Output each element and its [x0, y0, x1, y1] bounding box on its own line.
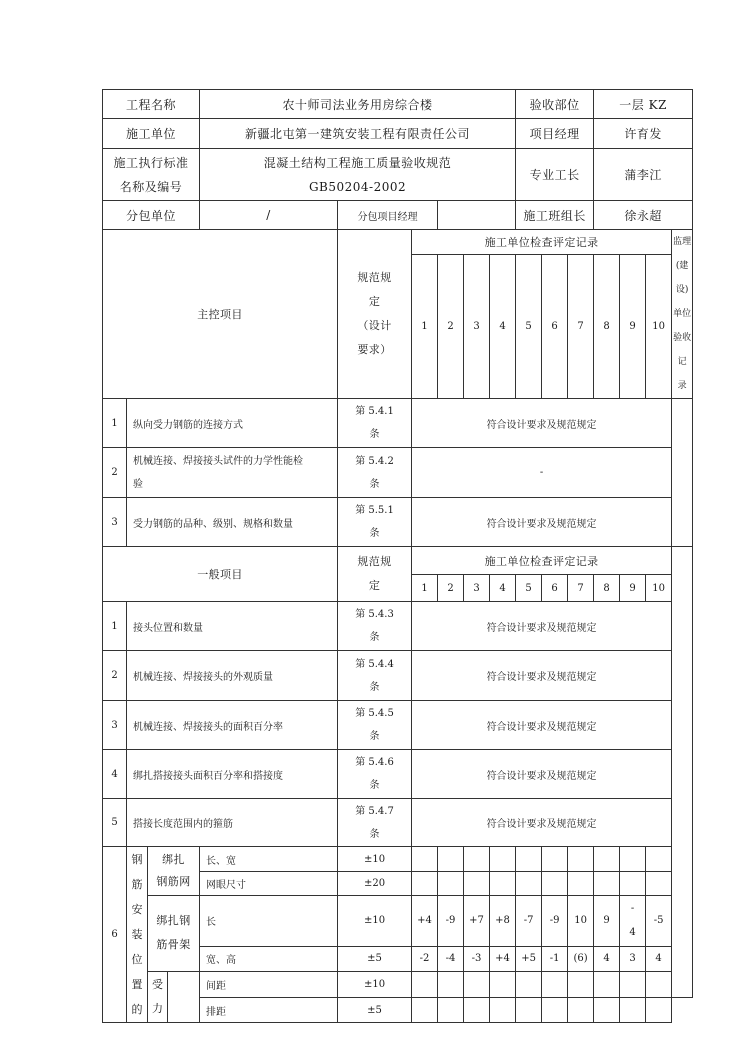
- cell: [542, 847, 568, 872]
- constr-unit: 新疆北屯第一建筑安装工程有限责任公司: [200, 119, 516, 149]
- team-leader-label: 施工班组长: [516, 201, 594, 230]
- frame-len-val-5: -7: [516, 896, 542, 947]
- general-item-1-no: 1: [103, 602, 127, 651]
- general-col-8: 8: [594, 575, 620, 602]
- cell: [542, 998, 568, 1023]
- team-leader: 徐永超: [594, 201, 693, 230]
- cell: [620, 872, 646, 896]
- main-spec-line2: 定: [368, 295, 381, 308]
- main-item-2-name-b: 验: [133, 478, 143, 490]
- frame-wh-val-9: 3: [620, 946, 646, 971]
- frame-len-val-6: -9: [542, 896, 568, 947]
- cell: [594, 998, 620, 1023]
- cell: [620, 847, 646, 872]
- main-title: 主控项目: [103, 230, 338, 399]
- frame-len-tol: ±10: [338, 896, 412, 947]
- accept-part: 一层 KZ: [594, 90, 693, 119]
- frame-len-val-10: -5: [646, 896, 672, 947]
- main-spec-line1: 规范规: [357, 271, 392, 284]
- general-item-3-clause-a: 第 5.4.5: [355, 708, 394, 719]
- cell: [568, 872, 594, 896]
- frame-wh-val-1: -2: [412, 946, 438, 971]
- general-item-5-name: 搭接长度范围内的箍筋: [127, 799, 338, 847]
- general-item-row: [103, 602, 693, 651]
- general-spec-line2: 定: [368, 579, 381, 592]
- row-spacing-tol: ±5: [338, 998, 412, 1023]
- supervisor-general-cell: [672, 547, 693, 998]
- main-spec-line4: 要求）: [357, 343, 392, 356]
- cell: [568, 971, 594, 998]
- general-item-3-no: 3: [103, 701, 127, 750]
- general-item-5-no: 5: [103, 799, 127, 847]
- project-name: 农十师司法业务用房综合楼: [200, 90, 516, 119]
- main-col-2: 2: [438, 255, 464, 399]
- main-col-4: 4: [490, 255, 516, 399]
- header-row-sub: [103, 201, 693, 230]
- frame-wh-val-6: -1: [542, 946, 568, 971]
- rebar-row-spacing: [103, 971, 693, 998]
- rebar-no: 6: [103, 847, 127, 1023]
- main-item-1-result: 符合设计要求及规范规定: [412, 399, 672, 448]
- general-item-3-name: 机械连接、焊接接头的面积百分率: [127, 701, 338, 750]
- cell: [490, 998, 516, 1023]
- frame-wh-val-5: +5: [516, 946, 542, 971]
- general-col-5: 5: [516, 575, 542, 602]
- main-item-row: [103, 448, 693, 498]
- cell: [412, 847, 438, 872]
- main-item-2-clause-b: 条: [369, 478, 380, 490]
- general-item-1-clause-a: 第 5.4.3: [355, 609, 394, 620]
- general-item-4-clause-a: 第 5.4.6: [355, 757, 394, 768]
- pm-label: 项目经理: [516, 119, 594, 149]
- main-item-row: [103, 399, 693, 448]
- inspection-form: [102, 89, 693, 1023]
- main-col-3: 3: [464, 255, 490, 399]
- general-item-4-name: 绑扎搭接接头面积百分率和搭接度: [127, 750, 338, 799]
- cell: [438, 971, 464, 998]
- force-split-cell: [148, 971, 200, 1023]
- general-col-10: 10: [646, 575, 672, 602]
- mesh-label: [148, 847, 200, 896]
- mesh-len-label: 长、宽: [200, 847, 338, 872]
- std-label-line2: 名称及编号: [119, 179, 183, 194]
- header-row-unit: [103, 119, 693, 149]
- header-row-project: [103, 90, 693, 119]
- project-name-label: 工程名称: [103, 90, 200, 119]
- frame-wh-val-7: (6): [568, 946, 594, 971]
- foreman-label: 专业工长: [516, 149, 594, 201]
- main-item-2-name: [127, 448, 338, 498]
- cell: [464, 847, 490, 872]
- cell: [516, 872, 542, 896]
- general-item-4-result: 符合设计要求及规范规定: [412, 750, 672, 799]
- general-item-2-clause-a: 第 5.4.4: [355, 658, 394, 670]
- cell: [438, 872, 464, 896]
- force-label-line1: 受: [152, 977, 163, 991]
- general-item-4-no: 4: [103, 750, 127, 799]
- cell: [542, 971, 568, 998]
- main-col-1: 1: [412, 255, 438, 399]
- main-col-10: 10: [646, 255, 672, 399]
- spacing-label: 间距: [200, 971, 338, 998]
- cell: [412, 971, 438, 998]
- main-item-3-name: 受力钢筋的品种、级别、规格和数量: [127, 498, 338, 547]
- frame-len-val-4: +8: [490, 896, 516, 947]
- main-item-2-clause-a: 第 5.4.2: [355, 455, 394, 467]
- main-item-3-result: 符合设计要求及规范规定: [412, 498, 672, 547]
- main-item-3-no: 3: [103, 498, 127, 547]
- frame-len-val-9b: 4: [629, 926, 636, 938]
- cell: [646, 971, 672, 998]
- row-spacing-label: 排距: [200, 998, 338, 1023]
- accept-part-label: 验收部位: [516, 90, 594, 119]
- main-item-2-clause: [338, 448, 412, 498]
- frame-wh-val-8: 4: [594, 946, 620, 971]
- frame-wh-val-4: +4: [490, 946, 516, 971]
- general-item-4-clause: [338, 750, 412, 799]
- main-header-row: [103, 230, 693, 255]
- cell: [646, 847, 672, 872]
- frame-wh-label: 宽、高: [200, 946, 338, 971]
- sub-pm-label: 分包项目经理: [338, 201, 438, 230]
- std-label: [103, 149, 200, 201]
- rebar-row-frame-len-a: [103, 896, 693, 922]
- general-col-7: 7: [568, 575, 594, 602]
- std-name: 混凝土结构工程施工质量验收规范: [263, 155, 452, 170]
- main-item-2-result: -: [412, 448, 672, 498]
- cell: [568, 998, 594, 1023]
- sub-unit-label: 分包单位: [103, 201, 200, 230]
- supervisor-line3: 录: [677, 381, 687, 391]
- cell: [438, 847, 464, 872]
- frame-len-val-9: [620, 896, 646, 947]
- main-item-3-clause: [338, 498, 412, 547]
- spacing-tol: ±10: [338, 971, 412, 998]
- frame-len-val-3: +7: [464, 896, 490, 947]
- supervisor-header: [672, 230, 693, 399]
- main-item-3-clause-a: 第 5.5.1: [355, 505, 394, 516]
- general-item-1-name: 接头位置和数量: [127, 602, 338, 651]
- force-blank: [168, 972, 200, 1022]
- force-label-line2: 力: [152, 1001, 163, 1015]
- cell: [464, 971, 490, 998]
- general-item-3-clause: [338, 701, 412, 750]
- general-item-row: [103, 701, 693, 750]
- general-item-2-clause-b: 条: [369, 681, 380, 693]
- cell: [490, 971, 516, 998]
- frame-len-val-9a: -: [630, 902, 635, 914]
- cell: [542, 872, 568, 896]
- cell: [490, 847, 516, 872]
- cell: [516, 971, 542, 998]
- general-item-row: [103, 799, 693, 847]
- pm: 许育发: [594, 119, 693, 149]
- general-item-2-no: 2: [103, 651, 127, 701]
- rebar-vchar: 安: [131, 903, 143, 916]
- constr-unit-label: 施工单位: [103, 119, 200, 149]
- general-col-4: 4: [490, 575, 516, 602]
- cell: [646, 872, 672, 896]
- sub-pm: [438, 201, 516, 230]
- main-spec-line3: （设计: [357, 319, 392, 332]
- main-col-7: 7: [568, 255, 594, 399]
- main-spec: [338, 230, 412, 399]
- main-item-1-clause: [338, 399, 412, 448]
- frame-len-val-2: -9: [438, 896, 464, 947]
- rebar-vchar: 筋: [131, 878, 143, 891]
- main-item-3-clause-b: 条: [369, 528, 380, 539]
- cell: [568, 847, 594, 872]
- main-record-label: 施工单位检查评定记录: [412, 230, 672, 255]
- general-col-6: 6: [542, 575, 568, 602]
- general-item-1-clause-b: 条: [369, 632, 380, 643]
- main-col-5: 5: [516, 255, 542, 399]
- frame-label: [148, 896, 200, 972]
- std-label-line1: 施工执行标准: [113, 155, 189, 170]
- supervisor-line1: 监理(建设): [673, 237, 692, 295]
- general-item-5-clause-a: 第 5.4.7: [355, 805, 394, 817]
- main-col-8: 8: [594, 255, 620, 399]
- cell: [412, 998, 438, 1023]
- cell: [620, 998, 646, 1023]
- frame-wh-val-10: 4: [646, 946, 672, 971]
- rebar-vchar: 位: [131, 953, 143, 966]
- mesh-grid-tol: ±20: [338, 872, 412, 896]
- std-value: [200, 149, 516, 201]
- cell: [516, 998, 542, 1023]
- header-row-standard: [103, 149, 693, 201]
- force-label: [148, 972, 168, 1022]
- cell: [490, 872, 516, 896]
- main-item-row: [103, 498, 693, 547]
- cell: [594, 847, 620, 872]
- general-col-2: 2: [438, 575, 464, 602]
- general-col-9: 9: [620, 575, 646, 602]
- general-item-1-clause: [338, 602, 412, 651]
- cell: [464, 872, 490, 896]
- std-code: GB50204-2002: [308, 179, 407, 194]
- general-item-2-clause: [338, 651, 412, 701]
- general-col-3: 3: [464, 575, 490, 602]
- cell: [516, 847, 542, 872]
- frame-label-line2: 筋骨架: [156, 938, 191, 952]
- general-item-5-clause: [338, 799, 412, 847]
- rebar-vchar: 装: [131, 928, 143, 941]
- general-header-row: [103, 547, 693, 575]
- general-item-5-result: 符合设计要求及规范规定: [412, 799, 672, 847]
- main-item-1-name: 纵向受力钢筋的连接方式: [127, 399, 338, 448]
- cell: [620, 971, 646, 998]
- general-col-1: 1: [412, 575, 438, 602]
- main-item-2-no: 2: [103, 448, 127, 498]
- frame-label-line1: 绑扎钢: [156, 914, 191, 928]
- supervisor-line2: 单位验收记: [673, 309, 692, 367]
- mesh-label-line2: 钢筋网: [156, 875, 191, 888]
- rebar-vchar: 钢: [131, 853, 143, 866]
- foreman: 蒲李江: [594, 149, 693, 201]
- frame-len-val-1: +4: [412, 896, 438, 947]
- supervisor-main-cell: [672, 399, 693, 547]
- general-item-3-result: 符合设计要求及规范规定: [412, 701, 672, 750]
- frame-wh-tol: ±5: [338, 946, 412, 971]
- general-item-4-clause-b: 条: [369, 780, 380, 791]
- general-spec-line1: 规范规: [357, 555, 392, 568]
- mesh-label-line1: 绑扎: [162, 853, 185, 866]
- general-record-label: 施工单位检查评定记录: [412, 547, 672, 575]
- general-item-row: [103, 651, 693, 701]
- frame-len-label: 长: [200, 896, 338, 947]
- rebar-vchar: 置: [131, 978, 143, 991]
- rebar-vertical-label: [127, 847, 148, 1023]
- frame-len-val-8: 9: [594, 896, 620, 947]
- mesh-grid-label: 网眼尺寸: [200, 872, 338, 896]
- general-item-row: [103, 750, 693, 799]
- cell: [438, 998, 464, 1023]
- cell: [464, 998, 490, 1023]
- main-col-9: 9: [620, 255, 646, 399]
- main-col-6: 6: [542, 255, 568, 399]
- frame-wh-val-2: -4: [438, 946, 464, 971]
- main-item-1-clause-b: 条: [369, 429, 380, 440]
- general-item-5-clause-b: 条: [369, 828, 380, 840]
- main-item-1-clause-a: 第 5.4.1: [355, 406, 394, 417]
- cell: [646, 998, 672, 1023]
- general-item-2-result: 符合设计要求及规范规定: [412, 651, 672, 701]
- rebar-row-mesh-len: [103, 847, 693, 872]
- cell: [412, 872, 438, 896]
- cell: [594, 872, 620, 896]
- general-item-2-name: 机械连接、焊接接头的外观质量: [127, 651, 338, 701]
- main-item-2-name-a: 机械连接、焊接接头试件的力学性能检: [133, 455, 303, 467]
- mesh-len-tol: ±10: [338, 847, 412, 872]
- force-split: [148, 972, 199, 1022]
- frame-len-val-7: 10: [568, 896, 594, 947]
- general-item-3-clause-b: 条: [369, 731, 380, 742]
- sub-unit: /: [200, 201, 338, 230]
- rebar-vchar: 的: [131, 1003, 143, 1016]
- general-title: 一般项目: [103, 547, 338, 602]
- frame-wh-val-3: -3: [464, 946, 490, 971]
- cell: [594, 971, 620, 998]
- general-spec: [338, 547, 412, 602]
- main-item-1-no: 1: [103, 399, 127, 448]
- general-item-1-result: 符合设计要求及规范规定: [412, 602, 672, 651]
